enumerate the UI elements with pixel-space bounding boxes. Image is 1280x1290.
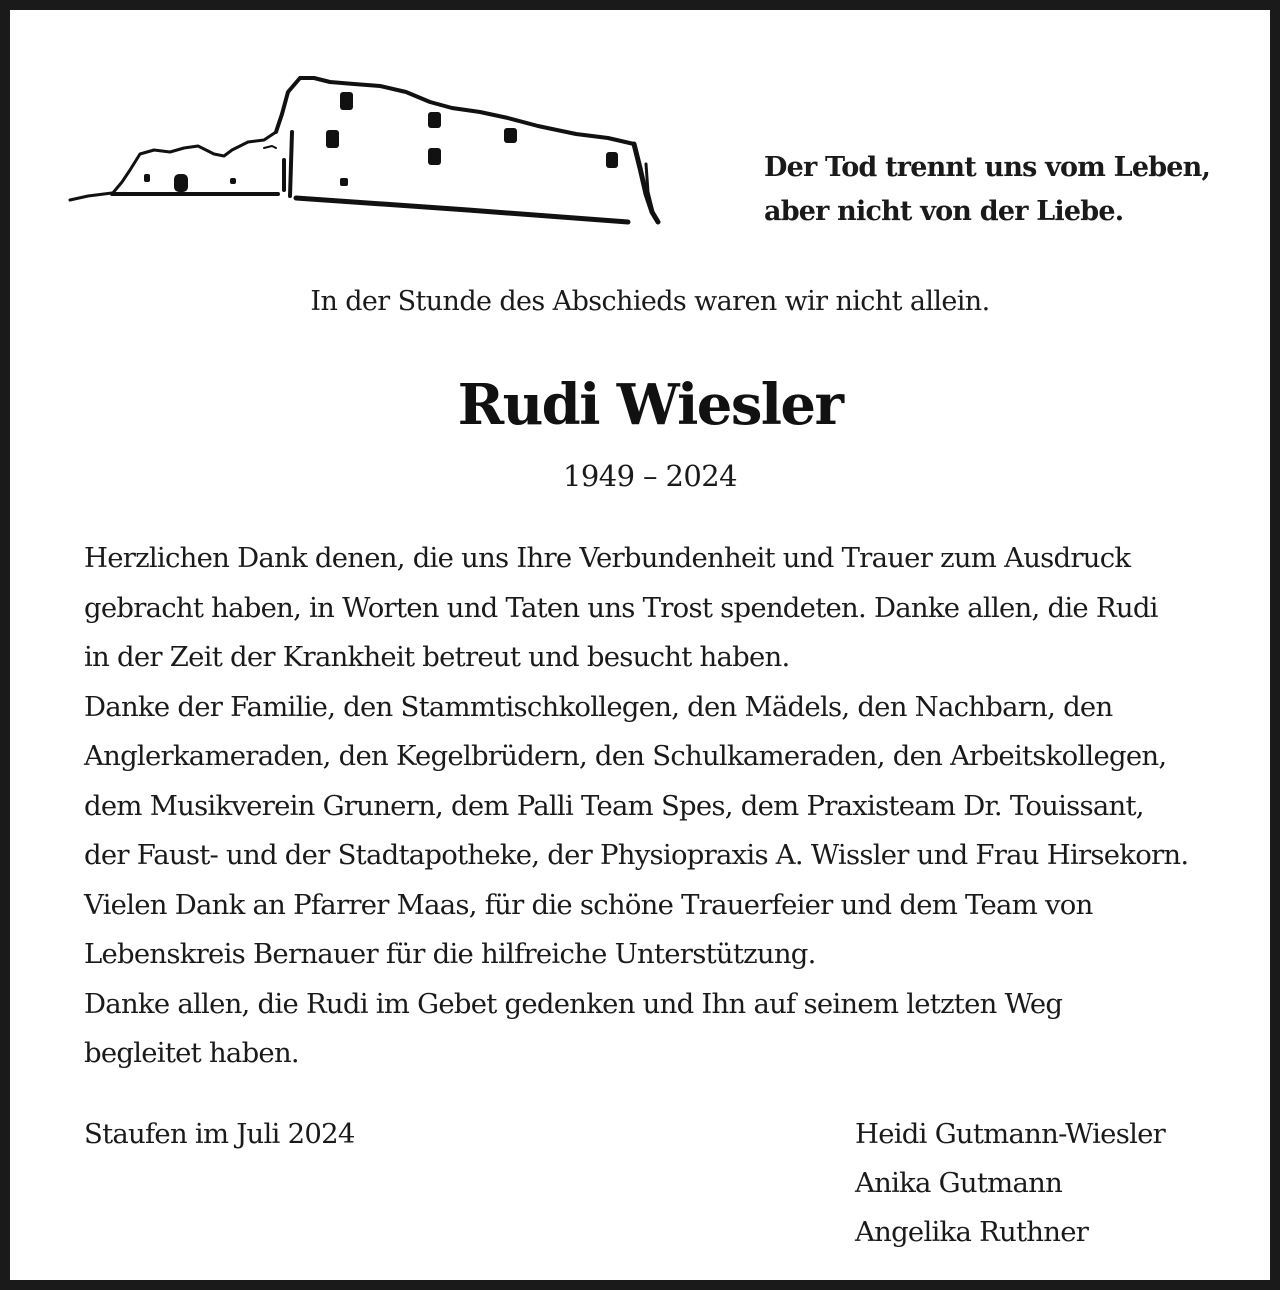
motto-line-1: Der Tod trennt uns vom Leben, (764, 152, 1211, 183)
thanks-line: gebracht haben, in Worten und Taten uns Trost spendeten. Danke allen, die Rudi (84, 591, 1158, 624)
thanks-line: in der Zeit der Krankheit betreut und besucht haben. (84, 641, 790, 673)
thanks-line: Anglerkameraden, den Kegelbrüdern, den Schulkameraden, den Arbeitskollegen, (84, 740, 1167, 772)
castle-ruin-icon (68, 72, 664, 234)
thanks-text (84, 534, 1254, 1079)
signer-name: Angelika Ruthner (855, 1216, 1089, 1248)
thanks-line: Herzlichen Dank denen, die uns Ihre Verbundenheit und Trauer zum Ausdruck (84, 542, 1131, 574)
thanks-line: der Faust- und der Stadtapotheke, der Physiopraxis A. Wissler und Frau Hirsekorn. (84, 839, 1189, 871)
motto-line-2: aber nicht von der Liebe. (764, 196, 1124, 227)
place-and-date: Staufen im Juli 2024 (84, 1118, 355, 1150)
signer-name: Heidi Gutmann-Wiesler (855, 1118, 1166, 1150)
signer-name: Anika Gutmann (855, 1167, 1063, 1199)
thanks-line: Lebenskreis Bernauer für die hilfreiche Unterstützung. (84, 938, 816, 970)
thanks-line: dem Musikverein Grunern, dem Palli Team Spes, dem Praxisteam Dr. Touissant, (84, 789, 1144, 822)
life-years: 1949 – 2024 (563, 459, 737, 493)
farewell-subtitle: In der Stunde des Abschieds waren wir nicht allein. (310, 286, 990, 317)
signers-list (855, 1110, 1165, 1257)
thanks-line: Danke allen, die Rudi im Gebet gedenken und Ihn auf seinem letzten Weg (84, 987, 1063, 1020)
thanks-line: begleitet haben. (84, 1037, 299, 1069)
motto-quote (764, 146, 1234, 234)
thanks-line: Danke der Familie, den Stammtischkollegen, den Mädels, den Nachbarn, den (84, 690, 1113, 723)
thanks-line: Vielen Dank an Pfarrer Maas, für die schöne Trauerfeier und dem Team von (84, 888, 1093, 921)
deceased-name: Rudi Wiesler (457, 372, 843, 438)
